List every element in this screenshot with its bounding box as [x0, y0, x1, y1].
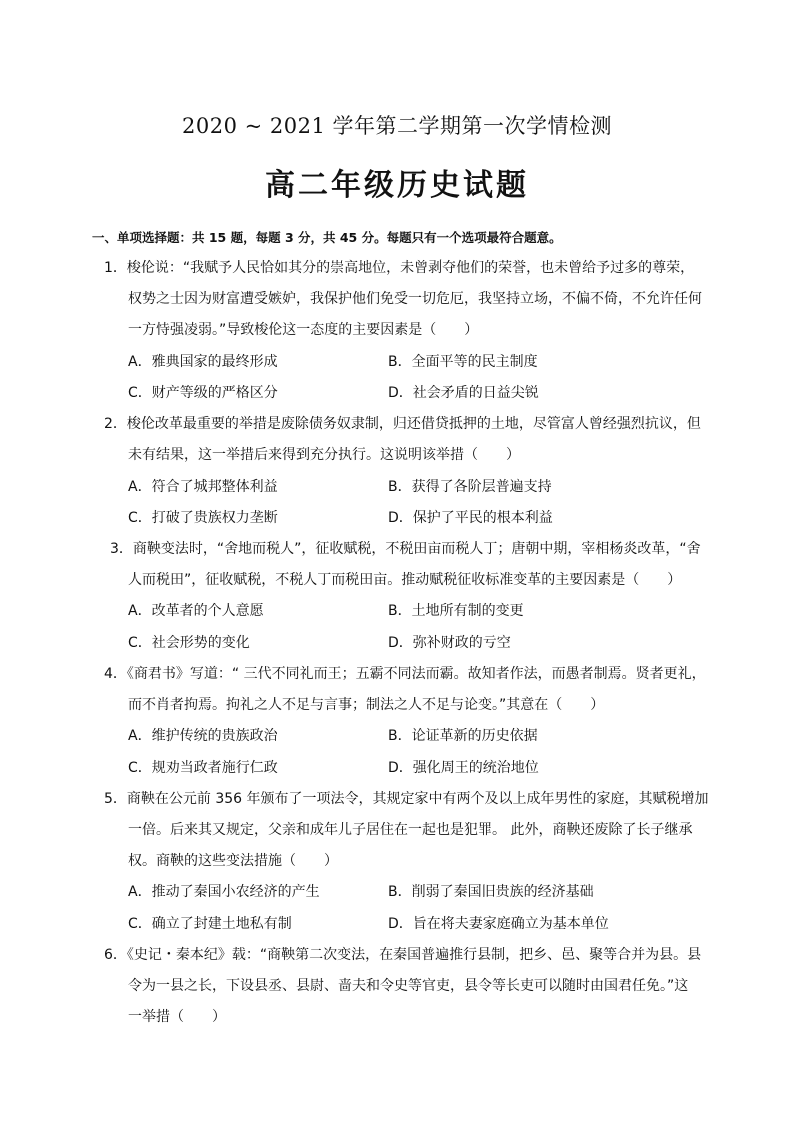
question-3-option-b: B．土地所有制的变更 — [388, 603, 524, 619]
question-1-line-2: 权势之士因为财富遭受嫉妒，我保护他们免受一切危厄，我坚持立场，不偏不倚，不允许任何 — [128, 291, 702, 307]
question-1-line-3: 一方恃强凌弱。”导致梭伦这一态度的主要因素是（ ） — [128, 322, 479, 338]
section-heading: 一、单项选择题：共 15 题，每题 3 分，共 45 分。每题只有一个选项最符合题意。 — [92, 230, 562, 245]
question-2-line-1: 2．梭伦改革最重要的举措是废除债务奴隶制，归还借贷抵押的土地，尽管富人曾经强烈抗议，但 — [104, 416, 701, 432]
question-2-option-d: D．保护了平民的根本利益 — [388, 510, 553, 526]
question-1-option-c: C．财产等级的严格区分 — [128, 385, 278, 401]
question-6-line-3: 一举措（ ） — [128, 1009, 226, 1025]
question-5-option-a: A．推动了秦国小农经济的产生 — [128, 884, 320, 900]
question-1-line-1: 1．梭伦说：“我赋予人民恰如其分的崇高地位，未曾剥夺他们的荣誉，也未曾给予过多的尊荣， — [104, 260, 695, 276]
exam-title: 2020 ~ 2021 学年第二学期第一次学情检测 — [181, 114, 612, 138]
question-5-option-b: B．削弱了秦国旧贵族的经济基础 — [388, 884, 594, 900]
question-1-option-a: A．雅典国家的最终形成 — [128, 354, 278, 370]
question-5-line-3: 权。商鞅的这些变法措施（ ） — [128, 853, 338, 869]
question-4-option-c: C．规劝当政者施行仁政 — [128, 760, 278, 776]
question-5-option-d: D．旨在将夫妻家庭确立为基本单位 — [388, 916, 609, 932]
question-4-option-a: A．维护传统的贵族政治 — [128, 728, 278, 744]
question-2-option-b: B．获得了各阶层普遍支持 — [388, 479, 552, 495]
question-1-option-b: B．全面平等的民主制度 — [388, 354, 538, 370]
question-1-option-d: D．社会矛盾的日益尖锐 — [388, 385, 539, 401]
question-2-line-2: 未有结果，这一举措后来得到充分执行。这说明该举措（ ） — [128, 447, 520, 463]
question-2-option-a: A．符合了城邦整体利益 — [128, 479, 278, 495]
exam-subtitle: 高二年级历史试题 — [265, 168, 529, 203]
question-3-line-1: 3．商鞅变法时，“舍地而税人”，征收赋税，不税田亩而税人丁；唐朝中期，宰相杨炎改革，“舍 — [110, 541, 701, 557]
question-3-line-2: 人而税田”，征收赋税，不税人丁而税田亩。推动赋税征收标准变革的主要因素是（ ） — [128, 572, 682, 588]
question-4-line-1: 4．《商君书》写道：“ 三代不同礼而王；五霸不同法而霸。故知者作法，而愚者制焉。贤者更礼， — [104, 666, 706, 682]
question-5-option-c: C．确立了封建土地私有制 — [128, 916, 292, 932]
question-4-line-2: 而不肖者拘焉。拘礼之人不足与言事；制法之人不足与论变。”其意在（ ） — [128, 697, 605, 713]
question-3-option-d: D．弥补财政的亏空 — [388, 635, 511, 651]
question-6-line-1: 6．《史记・秦本纪》载：“商鞅第二次变法，在秦国普遍推行县制，把乡、邑、聚等合并为县。县 — [104, 947, 702, 963]
question-5-line-2: 一倍。后来其又规定，父亲和成年儿子居住在一起也是犯罪。 此外，商鞅还废除了长子继承 — [128, 822, 693, 838]
question-2-option-c: C．打破了贵族权力垄断 — [128, 510, 278, 526]
question-4-option-b: B．论证革新的历史依据 — [388, 728, 538, 744]
question-3-option-a: A．改革者的个人意愿 — [128, 603, 264, 619]
question-5-line-1: 5．商鞅在公元前 356 年颁布了一项法令，其规定家中有两个及以上成年男性的家庭，其赋税增加 — [104, 791, 709, 807]
question-6-line-2: 令为一县之长，下设县丞、县尉、啬夫和令史等官吏，县令等长吏可以随时由国君任免。”这 — [128, 978, 689, 994]
question-3-option-c: C．社会形势的变化 — [128, 635, 250, 651]
question-4-option-d: D．强化周王的统治地位 — [388, 760, 539, 776]
